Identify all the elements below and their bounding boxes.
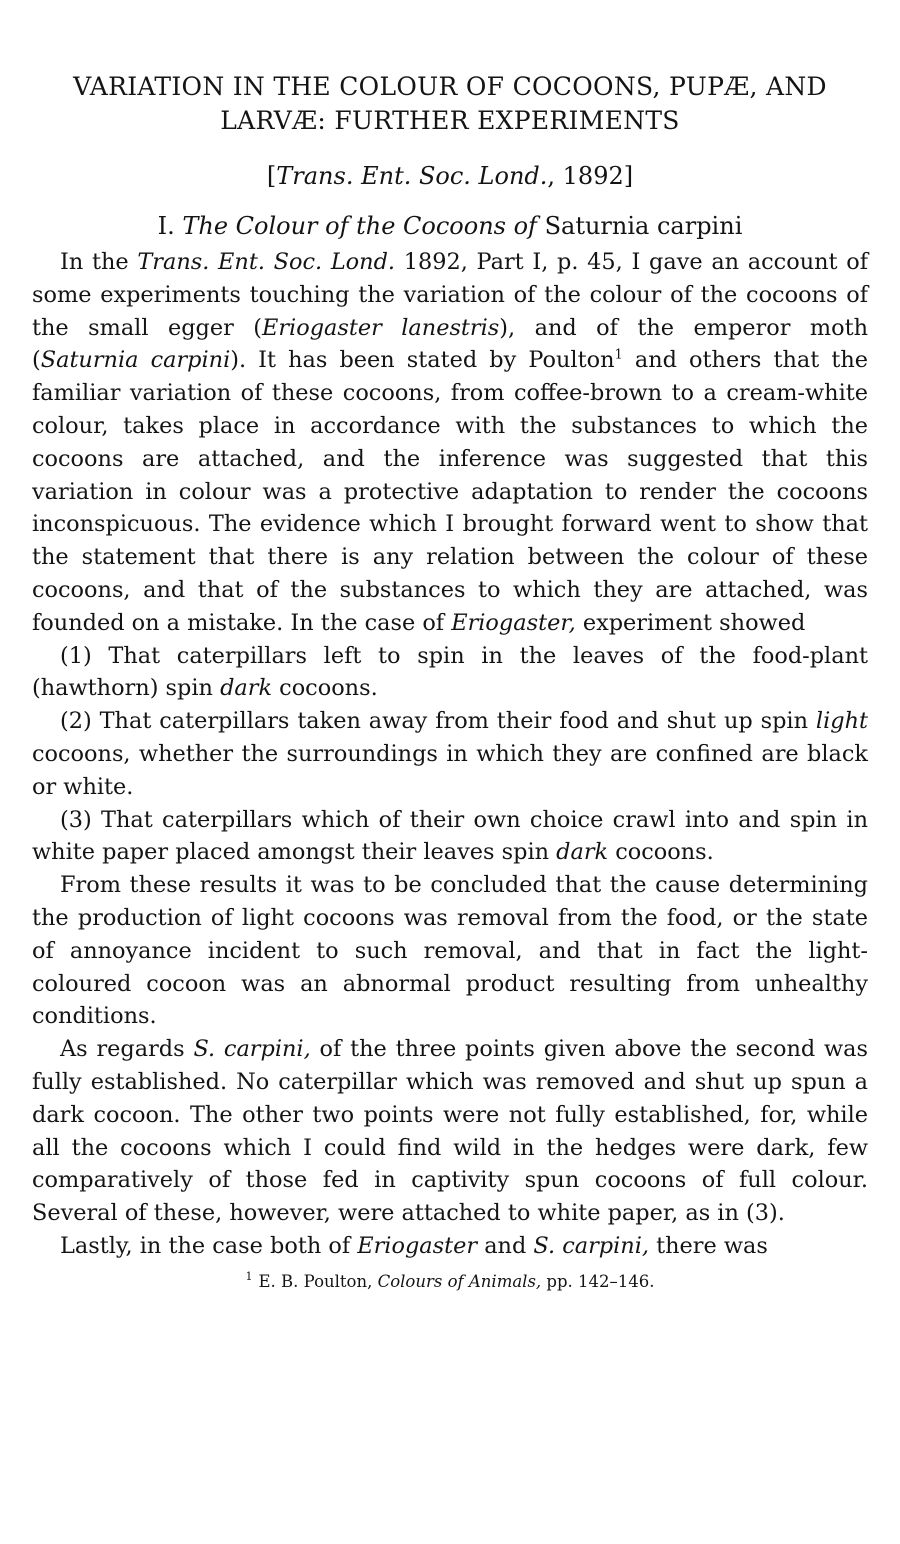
italic-run: Trans. Ent. Soc. Lond. (137, 249, 396, 275)
italic-run: S. carpini, (193, 1036, 311, 1063)
text-run: ). It has been stated by Poulton (230, 347, 615, 374)
paragraph-4 (32, 1230, 868, 1263)
list-item-3 (32, 804, 868, 870)
italic-run: Eriogaster lanestris (262, 314, 500, 341)
article-title-line-1: VARIATION IN THE COLOUR OF COCOONS, PUPÆ, AND (73, 72, 827, 101)
text-run: there was (648, 1232, 768, 1259)
text-run: and others that the familiar variation of these cocoons, from coffee-brown to a cream-white colour, takes place in accordance with the substances to which the cocoons are attached, and the inference was suggested that this variation in colour was a protective adaptation to render the cocoons inconspicuous. The evidence which I brought forward went to show that the statement that there is any relation between the colour of these cocoons, and that of the substances to which they are attached, was founded on a mistake. In the case of (32, 347, 869, 636)
article-title (32, 70, 868, 138)
text-run: E. B. Poulton, (258, 1271, 378, 1291)
italic-run: dark (556, 839, 609, 866)
article-title-line-2: LARVÆ: FURTHER EXPERIMENTS (220, 106, 680, 135)
text-run: In the (60, 249, 138, 275)
paragraph-2 (32, 869, 868, 1033)
text-run: cocoons. (272, 675, 378, 702)
section-heading (32, 210, 868, 242)
italic-run: S. carpini, (533, 1232, 649, 1259)
text-run: experiment showed (575, 609, 806, 636)
italic-run: light (815, 708, 868, 735)
part-number: I (532, 249, 542, 275)
footnote-mark: 1 (245, 1270, 253, 1284)
list-item-1 (32, 640, 868, 706)
italic-run: Eriogaster (357, 1232, 478, 1259)
section-title-italic: The Colour of the Cocoons of (182, 212, 537, 240)
text-run: cocoons. (608, 839, 714, 866)
article-body (32, 246, 868, 1263)
footnote (32, 1271, 868, 1293)
list-item-2 (32, 705, 868, 803)
source-year: , 1892] (547, 162, 634, 190)
text-run: (3) That caterpillars which of their own choice crawl into and spin in white paper placed amongst their leaves spin (32, 806, 868, 866)
source-bracket: [ (266, 162, 277, 190)
text-run: ), and of the emperor moth ( (32, 314, 868, 374)
italic-run: dark (220, 675, 273, 702)
source-citation (32, 160, 868, 192)
text-run: , p. 45, I gave an account of some experiments touching the variation of the colour of the cocoons of the small egger ( (32, 249, 869, 341)
text-run: From these results it was to be concluded that the cause determining the production of light cocoons was removal from the food, or the state of annoyance incident to such removal, and that in fact the light-coloured cocoon was an abnormal product resulting from unhealthy conditions. (32, 872, 868, 1030)
text-run: 1892, Part (395, 249, 533, 275)
paragraph-3 (32, 1033, 868, 1230)
section-title-species: Saturnia carpini (544, 212, 743, 240)
footnote-reference[interactable]: 1 (614, 347, 623, 363)
text-run: of the three points given above the second was fully established. No caterpillar which was removed and shut up spun a dark cocoon. The other two points were not fully established, for, while all the cocoons which I could find wild in the hedges were dark, few comparatively of those fed in captivity spun cocoons of full colour. Several of these, however, were attached to white paper, as in (3). (32, 1036, 869, 1227)
source-journal: Trans. Ent. Soc. Lond. (276, 162, 548, 190)
text-run: As regards (60, 1036, 194, 1063)
italic-run: Eriogaster, (451, 609, 576, 636)
paragraph-1 (32, 246, 868, 640)
section-number: I. (157, 212, 175, 240)
text-run: (2) That caterpillars taken away from their food and shut up spin (60, 708, 816, 735)
text-run: Lastly, in the case both of (60, 1232, 358, 1259)
italic-run: Colours of Animals, (377, 1271, 542, 1291)
italic-run: Saturnia carpini (40, 347, 231, 374)
text-run: and (477, 1232, 534, 1259)
text-run: cocoons, whether the surroundings in which they are confined are black or white. (32, 740, 868, 800)
text-run: (1) That caterpillars left to spin in the leaves of the food-plant (hawthorn) spin (32, 642, 868, 702)
text-run: pp. 142–146. (541, 1271, 655, 1291)
